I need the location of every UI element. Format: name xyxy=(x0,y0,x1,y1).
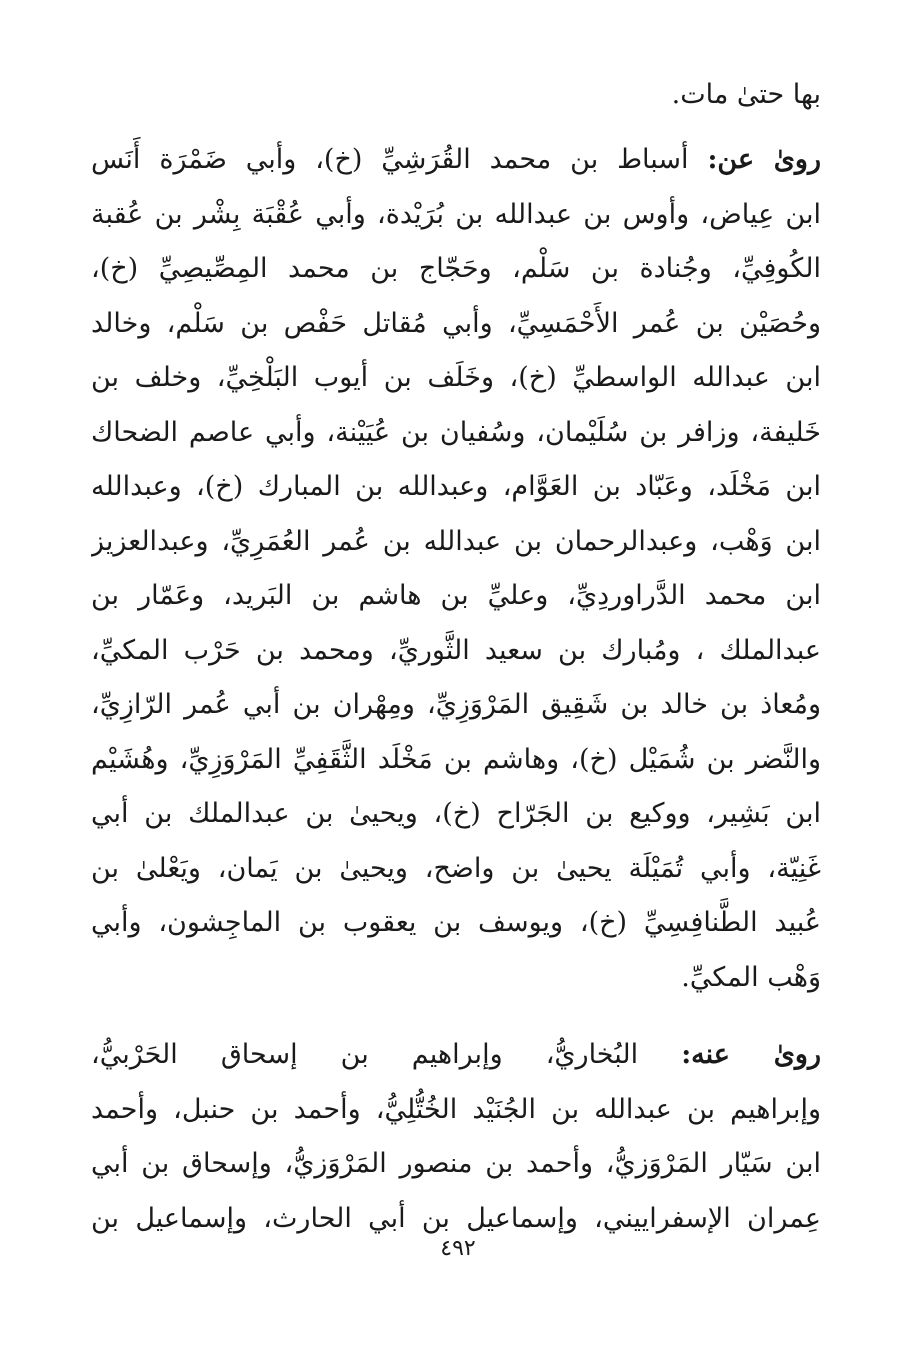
text-line xyxy=(91,1028,821,1083)
text-line: ابن بَشِير، ووكيع بن الجَرّاح (خ)، ويحيىٰ بن عبدالملك بن أبي xyxy=(91,798,821,829)
text-line: ابن وَهْب، وعبدالرحمان بن عبدالله بن عُمر العُمَرِيِّ، وعبدالعزيز xyxy=(91,525,821,557)
text-line: ابن عبدالله الواسطيِّ (خ)، وخَلَف بن أيوب البَلْخِيِّ، وخلف بن xyxy=(91,362,821,393)
text-line: وحُصَيْن بن عُمر الأَحْمَسِيِّ، وأبي مُقاتل حَفْص بن سَلْم، وخالد xyxy=(91,307,821,339)
text-line xyxy=(91,133,821,188)
text-line: غَنِيّة، وأبي تُمَيْلَة يحيىٰ بن واضح، ويحيىٰ بن يَمان، ويَعْلىٰ بن xyxy=(91,852,821,884)
text-line: ومُعاذ بن خالد بن شَقِيق المَرْوَزِيِّ، ومِهْران بن أبي عُمر الرّازِيِّ، xyxy=(91,689,821,720)
text-line: ابن مَخْلَد، وعَبّاد بن العَوَّام، وعبدالله بن المبارك (خ)، وعبدالله xyxy=(91,471,821,502)
text-line: ابن محمد الدَّراوردِيِّ، وعليِّ بن هاشم بن البَريد، وعَمّار بن xyxy=(91,580,821,611)
page-number: ٤٩٢ xyxy=(440,1236,476,1261)
text-line: بها حتىٰ مات. xyxy=(671,79,821,110)
section-label-narrated-by: روىٰ عنه: xyxy=(681,1039,821,1070)
narrated-by-paragraph xyxy=(91,1028,821,1246)
text-line: عِمران الإسفراييني، وإسماعيل بن أبي الحارث، وإسماعيل بن xyxy=(91,1202,821,1234)
narrated-from-paragraph xyxy=(91,133,821,1005)
text-line: عبدالملك ، ومُبارك بن سعيد الثَّوريِّ، ومحمد بن حَرْب المكيِّ، xyxy=(91,634,821,666)
text-line: ابن سَيّار المَرْوَزيُّ، وأحمد بن منصور المَرْوَزيُّ، وإسحاق بن أبي xyxy=(91,1148,821,1179)
text-line: وَهْب المكيِّ. xyxy=(681,961,821,993)
text-line: عُبيد الطَّنافِسِيِّ (خ)، ويوسف بن يعقوب بن الماجِشون، وأبي xyxy=(91,907,821,938)
text-line: الكُوفِيِّ، وجُنادة بن سَلْم، وحَجّاج بن محمد المِصِّيصِيِّ (خ)، xyxy=(91,253,821,284)
text-line: ابن عِياض، وأوس بن عبدالله بن بُرَيْدة، وأبي عُقْبَة بِشْر بن عُقبة xyxy=(91,198,821,230)
text-line: والنَّضر بن شُمَيْل (خ)، وهاشم بن مَخْلَد الثَّقَفِيِّ المَرْوَزِيِّ، وهُشَيْم xyxy=(91,743,821,775)
text-line: وإبراهيم بن عبدالله بن الجُنَيْد الخُتُّلِيُّ، وأحمد بن حنبل، وأحمد xyxy=(91,1093,821,1125)
text-line: خَليفة، وزافر بن سُلَيْمان، وسُفيان بن عُيَيْنة، وأبي عاصم الضحاك xyxy=(91,416,821,448)
text-fragment: أسباط بن محمد القُرَشِيِّ (خ)، وأبي ضَمْرَة أَنَس xyxy=(91,144,689,175)
text-fragment: البُخاريُّ، وإبراهيم بن إسحاق الحَرْبيُّ، xyxy=(91,1039,639,1070)
section-label-narrated-from: روىٰ عن: xyxy=(707,144,821,175)
intro-paragraph xyxy=(91,68,821,123)
